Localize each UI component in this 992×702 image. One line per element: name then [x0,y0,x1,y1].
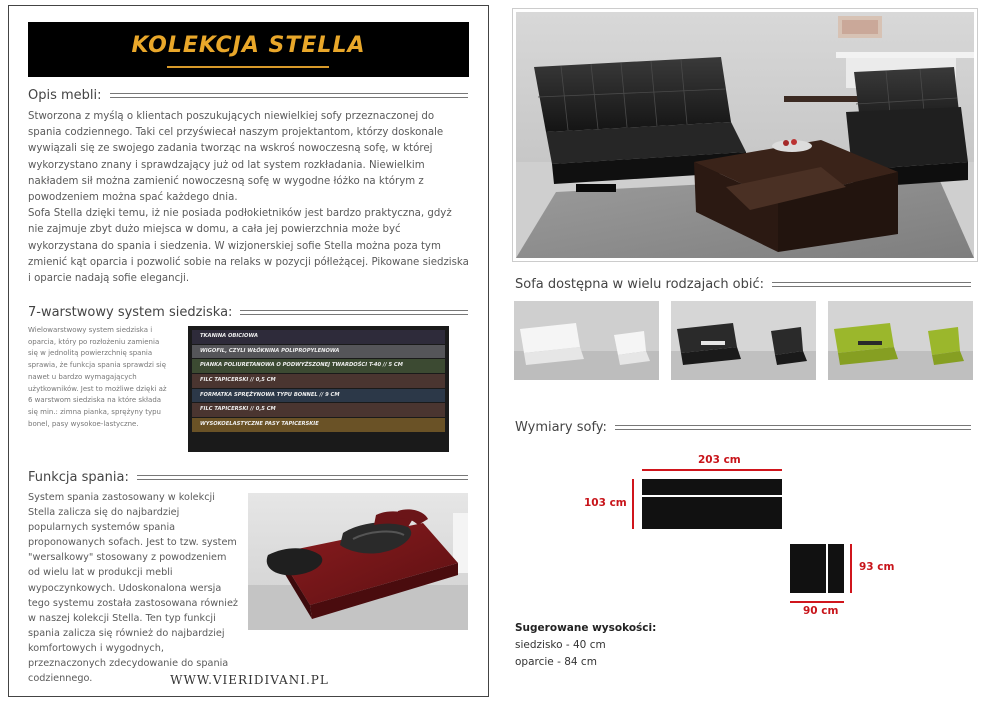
heading-rule [615,425,971,430]
layer-row: WYSOKOELASTYCZNE PASY TAPICERSKIE [192,418,445,432]
left-page [8,5,489,697]
layer-row: FILC TAPICERSKI // 0,5 CM [192,374,445,388]
dimensions-heading: Wymiary sofy: [515,420,607,435]
variant-thumb-lime [828,301,973,380]
collection-title: KOLEKCJA STELLA [131,33,366,58]
chair-depth-line [850,544,852,593]
heading-rule [240,310,468,315]
chair-width-label: 90 cm [803,605,839,617]
website-url: WWW.VIERIDIVANI.PL [170,673,329,687]
layer-row: PIANKA POLIURETANOWA O PODWYŻSZONEJ TWARDOŚCI T-40 // 5 CM [192,359,445,373]
title-banner [28,22,469,77]
seat-layers-diagram [188,326,449,452]
sleep-function-text: System spania zastosowany w kolekcji Stella zalicza się do najbardziej popularnych systemów spania proponowanych sofach. Jest to tzw. system "wersalkowy" stosowany z powodzeniem od wielu lat w produkcji mebli wypoczynkowych. Udoskonalona wersja tego systemu została zastosowana również w naszej kolekcji Stella. Ten typ funkcji spania zalicza się również do najbardziej komfortowych i wygodnych, przeznaczonych zdecydowanie do spania codziennego. [28,492,238,685]
seat-height: siedzisko - 40 cm [515,639,606,651]
chair-back-shape [828,544,844,593]
sofa-backrest-shape [642,479,782,495]
layer-row: WIGOFIL, CZYLI WŁÓKNINA POLIPROPYLENOWA [192,345,445,359]
opis-heading: Opis mebli: [28,88,102,103]
sofa-width-line [642,469,782,471]
section-heading-opis [28,88,468,103]
back-height: oparcie - 84 cm [515,656,597,668]
variant-thumb-white [514,301,659,380]
chair-seat-shape [790,544,826,593]
system-description: Wielowarstwowy system siedziska i oparcia, który po rozłożeniu zamienia się w jednolitą powierzchnię spania sprawia, że funkcja spania sprawdzi się nawet u bardzo wymagających użytkowników. Jest to możliwe dzięki aż 6 warstwom siedziska na które składa się min.: zimna pianka, sprężyny typu bonel, pasy wysokoe-lastyczne. [28,326,167,428]
sofa-depth-line [632,479,634,529]
section-heading-variants [515,277,971,292]
description-paragraph-1: Stworzona z myślą o klientach poszukujących niewielkiej sofy przeznaczonej do spania codziennego. Taki cel przyświecał naszym projektantom, którzy doskonale wywiązali się ze swojego zadania tworząc na wskroś nowoczesną sofę, w której wykorzystano znany i sprawdzający już od lat system rozkładania. Niewielkim nakładem sił można zamienić nowoczesną sofę w wygodne łóżko na którym z powodzeniem można spać każdego dnia. [28,111,444,204]
section-heading-funkcja [28,470,468,485]
sofa-depth-label: 103 cm [584,497,627,509]
layer-row: TKANINA OBICIOWA [192,330,445,344]
chair-depth-label: 93 cm [859,561,895,573]
sofa-width-label: 203 cm [698,454,741,466]
variants-heading: Sofa dostępna w wielu rodzajach obić: [515,277,765,292]
sofa-seat-shape [642,497,782,529]
heading-rule [110,93,468,98]
suggested-heights-title: Sugerowane wysokości: [515,622,657,634]
section-heading-dimensions [515,420,971,435]
variant-thumb-black [671,301,816,380]
layer-row: FILC TAPICERSKI // 0,5 CM [192,403,445,417]
layer-row: FORMATKA SPRĘŻYNOWA TYPU BONNEL // 9 CM [192,389,445,403]
heading-rule [772,282,971,287]
description-paragraph-2: Sofa Stella dzięki temu, iż nie posiada podłokietników jest bardzo praktyczna, gdyż nie zajmuje zbyt dużo miejsca w domu, a cała jej powierzchnia może być wykorzystana do spania i siedzenia. W wizjonerskiej sofie Stella można poza tym zmienić kąt oparcia i pozwolić sobie na relaks w pozycji półleżącej. Pikowane siedziska i oparcie nadają sofie elegancji. [28,208,469,285]
heading-rule [137,475,468,480]
bed-photo [248,493,468,630]
section-heading-system [28,305,468,320]
title-underline [167,66,329,68]
hero-photo [512,8,978,262]
funkcja-heading: Funkcja spania: [28,470,129,485]
chair-width-line [790,601,844,603]
description-text [28,109,470,287]
system-heading: 7-warstwowy system siedziska: [28,305,233,320]
